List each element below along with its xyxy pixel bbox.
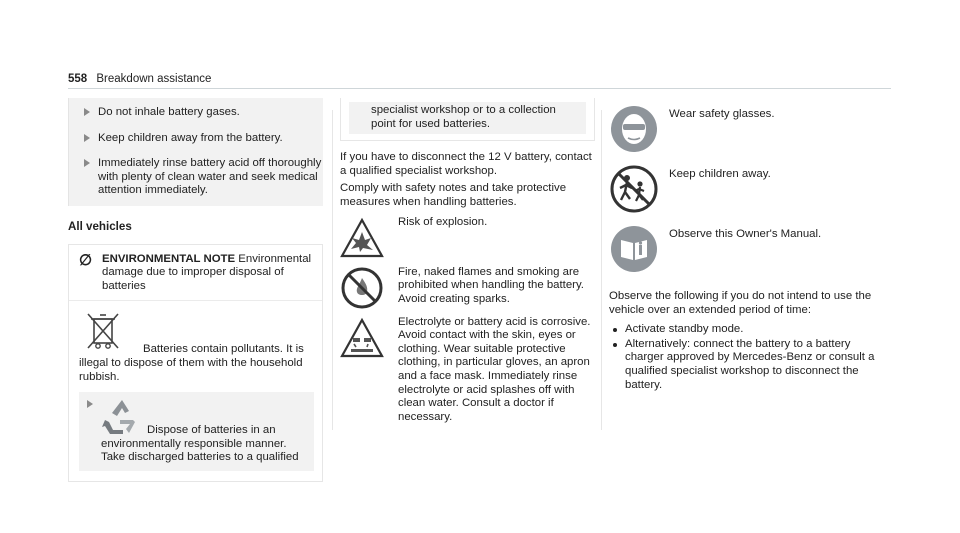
dispose-text: Dispose of batteries in an environmentally responsible manner. Take discharged batteries to a qualified	[101, 424, 299, 464]
no-open-flame-icon	[340, 266, 384, 310]
continued-text: specialist workshop or to a collection point for used batteries.	[349, 102, 586, 134]
extended-period-text: Observe the following if you do not intend to use the vehicle over an extended period of time:	[609, 290, 872, 316]
warning-corrosive	[340, 316, 595, 425]
all-vehicles-heading: All vehicles	[68, 219, 132, 233]
env-note-text: Environmental damage due to improper disposal of batteries	[102, 252, 312, 292]
column-divider	[601, 110, 602, 430]
warning-text: Fire, naked flames and smoking are prohibited when handling the battery. Avoid creating sparks.	[398, 265, 584, 305]
env-note-label: ENVIRONMENTAL NOTE	[102, 252, 236, 265]
warning-explosion	[340, 216, 595, 260]
arrow-icon	[84, 108, 90, 116]
pictogram-owners-manual	[609, 228, 891, 280]
standby-list	[609, 323, 891, 392]
bullet-item	[69, 147, 323, 206]
bullet-text: Do not inhale battery gases.	[98, 106, 240, 118]
warning-no-fire	[340, 266, 595, 310]
explosion-warning-icon	[340, 216, 384, 260]
pictogram-safety-glasses	[609, 108, 891, 160]
disconnect-battery-text: If you have to disconnect the 12 V battery, contact a qualified specialist workshop.	[340, 151, 592, 177]
owners-manual-icon	[609, 224, 659, 274]
batteries-pollutants-text: Batteries contain pollutants. It is illegal to dispose of them with the household rubbish.	[79, 343, 304, 383]
bullet-text: Immediately rinse battery acid off thoroughly with plenty of clean water and seek medical attention immediately.	[98, 157, 322, 197]
warning-text: Electrolyte or battery acid is corrosive. Avoid contact with the skin, eyes or clothing. Wear suitable protective clothing, in particular gloves, an apron and a face mask. Immediately rinse electrolyte or acid splashes off with clean water. Consult a doctor if necessary.	[398, 315, 591, 423]
warning-bullets	[68, 98, 323, 206]
bullet-item	[69, 98, 323, 122]
column-divider	[332, 110, 333, 430]
recycle-instruction	[79, 392, 314, 471]
pictogram-keep-children-away	[609, 168, 891, 220]
bullet-text: Keep children away from the battery.	[98, 131, 283, 144]
page-header	[68, 73, 211, 87]
list-item: Alternatively: connect the battery to a battery charger approved by Mercedes-Benz or consult a qualified specialist workshop to disconnect the battery.	[609, 338, 891, 392]
pictogram-text: Observe this Owner's Manual.	[669, 228, 822, 240]
page-number: 558	[68, 73, 88, 85]
section-title: Breakdown assistance	[96, 73, 212, 85]
list-item: Activate standby mode.	[609, 323, 891, 337]
keep-children-away-icon	[609, 164, 659, 214]
pictogram-text: Keep children away.	[669, 168, 771, 180]
safety-glasses-icon	[609, 104, 659, 154]
pictogram-text: Wear safety glasses.	[669, 108, 775, 120]
environmental-note	[68, 244, 323, 482]
env-note-body	[69, 301, 322, 481]
bullet-item	[69, 122, 323, 148]
column-3	[609, 100, 891, 393]
arrow-icon	[84, 134, 90, 142]
column-2	[340, 98, 595, 424]
column-1	[68, 98, 323, 482]
safety-notes-text: Comply with safety notes and take protective measures when handling batteries.	[340, 182, 567, 208]
arrow-icon	[87, 400, 93, 408]
env-note-header	[69, 245, 322, 302]
environment-icon: ∅	[79, 251, 93, 269]
crossed-bin-row	[79, 311, 314, 384]
warning-text: Risk of explosion.	[398, 215, 488, 228]
header-divider	[68, 88, 891, 89]
env-note-continued	[340, 98, 595, 141]
arrow-icon	[84, 159, 90, 167]
corrosive-warning-icon	[340, 316, 384, 360]
